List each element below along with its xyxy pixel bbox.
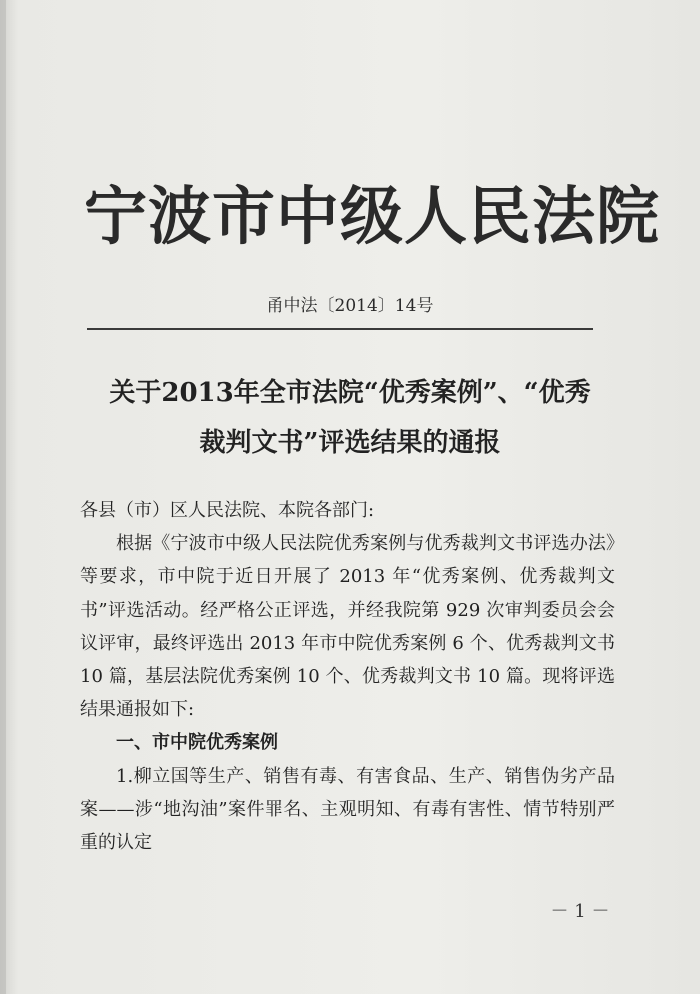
case-item-1: 1.柳立国等生产、销售有毒、有害食品、生产、销售伪劣产品案——涉“地沟油”案件罪名、主观明知、有毒有害性、情节特别严重的认定: [80, 765, 615, 854]
section-heading-1: 一、市中院优秀案例: [116, 732, 278, 754]
body-paragraph-1: 根据《宁波市中级人民法院优秀案例与优秀裁判文书评选办法》等要求，市中院于近日开展了 2013 年“优秀案例、优秀裁判文书”评选活动。经严格公正评选，并经我院第 929 次审判委员会会议评审，最终评选出 2013 年市中院优秀案例 6 个、优秀裁判文书 10 篇，基层法院优秀案例 10 个、优秀裁判文书 10 篇。现将评选结果通报如下:: [80, 533, 615, 721]
document-number: 甬中法〔2014〕14号: [266, 296, 434, 316]
notice-title-line-2: 裁判文书”评选结果的通报: [199, 428, 501, 458]
notice-title-line-1: 关于2013年全市法院“优秀案例”、“优秀: [109, 378, 591, 408]
court-name-header: 宁波市中级人民法院: [84, 179, 660, 253]
salutation: 各县（市）区人民法院、本院各部门:: [80, 500, 375, 521]
notice-title: [60, 368, 640, 468]
header-divider: [87, 328, 593, 330]
document-body: [80, 494, 615, 859]
page-number: － 1 －: [550, 901, 610, 922]
scan-edge-shadow: [0, 0, 6, 994]
